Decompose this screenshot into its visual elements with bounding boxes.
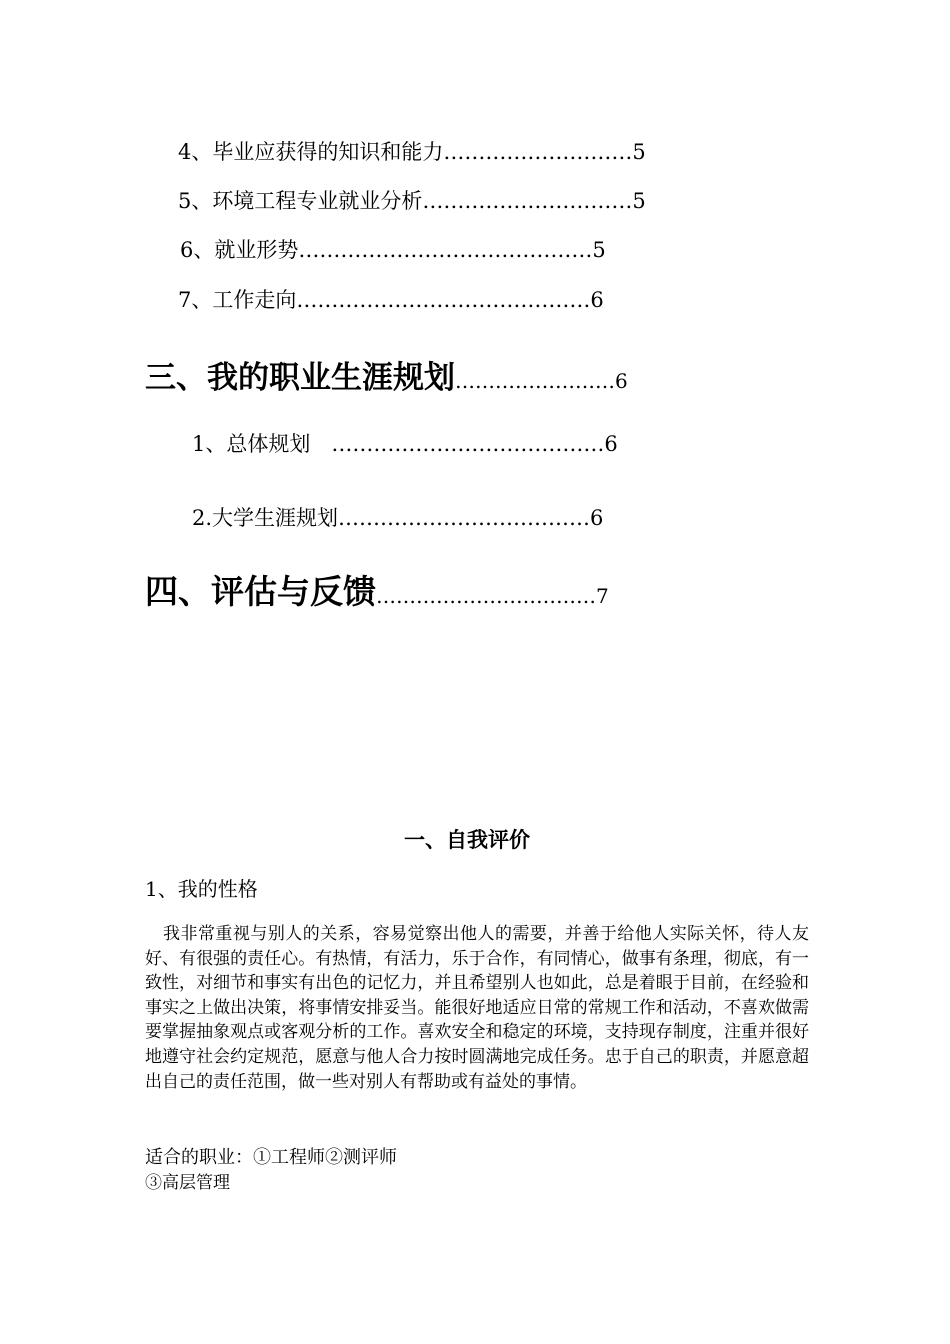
suitable-jobs-line2: ③高层管理 — [145, 1173, 230, 1193]
heading-personality: 1、我的性格 — [145, 877, 258, 901]
personality-text: 我非常重视与别人的关系，容易觉察出他人的需要，并善于给他人实际关怀，待人友好、有很强的责任心。有热情，有活力，乐于合作，有同情心，做事有条理，彻底，有一致性，对细节和事实有出色的记忆力，并且希望别人也如此，总是着眼于目前，在经验和事实之上做出决策，将事情安排妥当。能很好地适应日常的常规工作和活动，不喜欢做需要掌握抽象观点或客观分析的工作。喜欢安全和稳定的环境，支持现存制度，注重并很好地遵守社会约定规范，愿意与他人合力按时圆满地完成任务。忠于自己的职责，并愿意超出自己的责任范围，做一些对别人有帮助或有益处的事情。 — [145, 924, 809, 1092]
toc-section-3 — [145, 352, 628, 397]
toc-section-3-dots: ……………………6 — [455, 369, 628, 393]
toc-sub-1: 1、总体规划 …………………………………6 — [192, 432, 618, 456]
toc-item-5: 5、环境工程专业就业分析…………………………5 — [178, 189, 646, 213]
toc-section-4 — [145, 566, 609, 613]
toc-section-3-title: 三、我的职业生涯规划 — [145, 360, 455, 396]
toc-sub-2: 2.大学生涯规划………………………………6 — [192, 506, 604, 530]
toc-item-6: 6、就业形势……………………………………5 — [180, 238, 606, 262]
toc-section-4-title: 四、评估与反馈 — [145, 572, 376, 611]
suitable-jobs-line1: 适合的职业：①工程师②测评师 — [145, 1147, 397, 1168]
toc-item-7: 7、工作走向……………………………………6 — [178, 288, 604, 312]
personality-paragraph — [145, 922, 809, 1094]
toc-item-4: 4、毕业应获得的知识和能力………………………5 — [178, 140, 646, 164]
section-title: 一、自我评价 — [404, 828, 530, 852]
toc-section-4-dots: ……………………………7 — [376, 584, 609, 608]
